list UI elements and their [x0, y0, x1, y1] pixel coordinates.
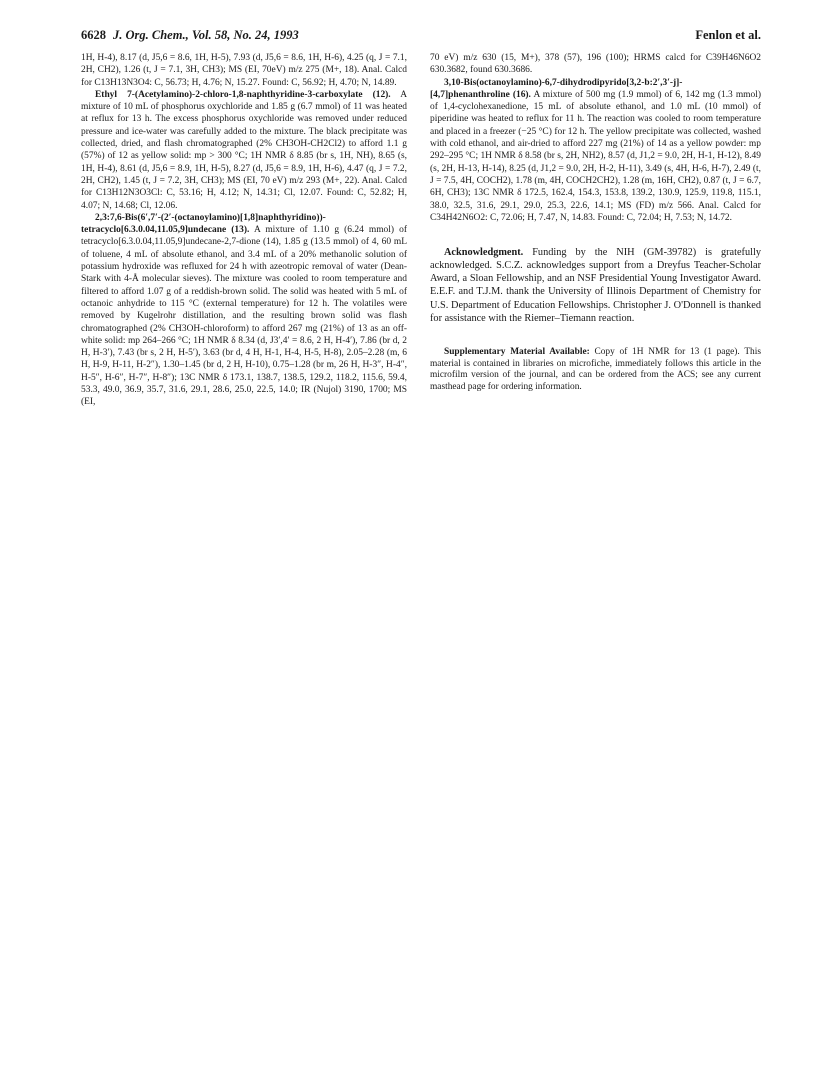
- journal-citation: J. Org. Chem., Vol. 58, No. 24, 1993: [113, 28, 299, 42]
- compound-13-paragraph: [81, 212, 407, 409]
- acknowledgment-text: Funding by the NIH (GM-39782) is gratefully acknowledged. S.C.Z. acknowledges support from a Dreyfus Teacher-Scholar Award, a Sloan Fellowship, and an NSF Presidential Young Investigator Award. E.E.F. and T.J.M. thank the University of Illinois Department of Chemistry for U.S. Department of Education Fellowships. Christopher J. O'Donnell is thanked for assistance with the Riemer–Tiemann reaction.: [430, 247, 761, 324]
- supplementary-material-paragraph: [430, 347, 761, 394]
- compound-12-paragraph: [81, 89, 407, 212]
- paragraph-text: 1H, H-4), 8.17 (d, J5,6 = 8.6, 1H, H-5), 7.93 (d, J5,6 = 8.6, 1H, H-6), 4.25 (q, J = 7.1, 2H, CH2), 1.26 (t, J = 7.1, 3H, CH3); MS (EI, 70eV) m/z 275 (M+, 18). Anal. Calcd for C13H13N3O4: C, 56.73; H, 4.76; N, 15.27. Found: C, 56.92; H, 4.70; N, 14.89.: [81, 53, 407, 88]
- compound-16-paragraph: [430, 77, 761, 225]
- supplementary-material-text: Copy of 1H NMR for 13 (1 page). This material is contained in libraries on microfiche, immediately follows this article in the microfilm version of the journal, and can be ordered from the ACS; see any current masthead page for ordering information.: [430, 346, 761, 393]
- acknowledgment-paragraph: [430, 246, 761, 325]
- section-spacer: [430, 325, 761, 347]
- compound-13-text: A mixture of 1.10 g (6.24 mmol) of tetracyclo[6.3.0.04,11.05,9]undecane-2,7-dione (14), 1.85 g (13.5 mmol) of 4, 60 mL of toluene, 4 mL of absolute ethanol, and 3.4 mL of a 20% methanolic solution of potassium hydroxide was refluxed for 24 h with azeotropic removal of water (Dean-Stark with 4-Å molecular sieves). The mixture was cooled to room temperature and filtered to afford 1.07 g of a reddish-brown solid. The solid was heated with 5 mL of octanoic anhydride to 115 °C (external temperature) for 12 h. The volatiles were removed by Kugelrohr distillation, and the resulting brown solid was flash chromatographed (2% CH3OH-chloroform) to afford 267 mg (21%) of 13 as an off-white solid: mp 264–266 °C; 1H NMR δ 8.34 (d, J3′,4′ = 8.6, 2 H, H-4′), 7.86 (br d, 2 H, H-3′), 7.43 (br s, 2 H, H-5′), 3.63 (br d, 4 H, H-1, H-4, H-5, H-8), 2.05–2.28 (m, 6 H, H-9, H-11, H-2″), 1.30–1.45 (br d, 2 H, H-10), 0.75–1.28 (br m, 26 H, H-3″, H-4″, H-5″, H-6″, H-7″, H-8″); 13C NMR δ 173.1, 138.7, 138.5, 129.2, 118.2, 115.6, 59.4, 53.3, 49.0, 36.9, 35.7, 31.6, 29.1, 28.6, 25.0, 22.5, 14.0; IR (Nujol) 3190, 1700; MS (EI,: [81, 225, 407, 408]
- acknowledgment-title: Acknowledgment.: [444, 247, 524, 259]
- running-header: [81, 28, 761, 44]
- right-column: [430, 52, 761, 394]
- compound-16-text: A mixture of 500 mg (1.9 mmol) of 6, 142 mg (1.3 mmol) of 1,4-cyclohexanedione, 15 mL of absolute ethanol, and 1.0 mL (10 mmol) of piperidine was heated to reflux for 11 h. The reaction was cooled to room temperature and placed in a freezer (−25 °C) for 12 h. The yellow precipitate was collected, washed with cold ethanol, and air-dried to afford 227 mg (21%) of 14 as a yellow powder: mp 292–295 °C; 1H NMR δ 8.58 (br s, 2H, NH2), 8.57 (d, J1,2 = 9.0, 2H, H-1, H-12), 8.49 (s, 2H, H-13, H-14), 8.25 (d, J1,2 = 9.0, 2H, H-2, H-11), 3.49 (s, 4H, H-6, H-7), 2.49 (t, J = 7.5, 4H, COCH2), 1.78 (m, 4H, COCH2CH2), 1.28 (m, 16H, CH2), 0.87 (t, J = 6.7, 6H, CH3); 13C NMR δ 172.5, 162.4, 154.3, 153.8, 139.2, 130.9, 125.9, 119.8, 115.1, 38.0, 32.5, 31.6, 29.1, 29.0, 25.3, 22.6, 14.1; MS (FD) m/z 566. Anal. Calcd for C34H42N6O2: C, 72.06; H, 7.47, N, 14.83. Found: C, 72.04; H, 7.53; N, 14.72.: [430, 89, 761, 223]
- paragraph-text: 70 eV) m/z 630 (15, M+), 378 (57), 196 (100); HRMS calcd for C39H46N6O2 630.3682, found 630.3686.: [430, 53, 761, 76]
- compound-13-paragraph-continued: [430, 52, 761, 77]
- compound-12-title: Ethyl 7-(Acetylamino)-2-chloro-1,8-naphthyridine-3-carboxylate (12).: [95, 89, 391, 100]
- running-authors: Fenlon et al.: [695, 28, 761, 42]
- compound-12-text: A mixture of 10 mL of phosphorus oxychloride and 1.85 g (6.7 mmol) of 11 was heated at reflux for 13 h. The excess phosphorus oxychloride was removed under reduced pressure and ice-water was carefully added to the mixture. The black precipitate was collected, dried, and flash chromatographed (2% CH3OH-CH2Cl2) to afford 1.1 g (57%) of 12 as yellow solid: mp > 300 °C; 1H NMR δ 8.85 (br s, 1H, NH), 8.65 (s, 1H, H-4), 8.61 (d, J5,6 = 8.9, 1H, H-5), 8.27 (d, J5,6 = 8.9, 1H, H-6), 4.47 (q, J = 7.2, 2H, CH2), 1.45 (t, J = 7.2, 3H, CH3); MS (EI, 70 eV) m/z 293 (M+, 22). Anal. Calcd for C13H12N3O3Cl: C, 53.16; H, 4.12; N, 14.31; Cl, 12.07. Found: C, 52.82; H, 4.07; N, 14.68; Cl, 12.06.: [81, 89, 408, 211]
- compound-16-title: 3,10-Bis(octanoylamino)-6,7-dihydrodipyrido[3,2-b:2′,3′-j]-[4,7]phenanthroline (16).: [430, 77, 683, 100]
- left-column: [81, 52, 407, 409]
- page-number: 6628: [81, 28, 106, 42]
- experimental-paragraph-continued: [81, 52, 407, 89]
- section-spacer: [430, 224, 761, 246]
- compound-13-title: 2,3:7,6-Bis(6′,7′-(2′-(octanoylamino)[1,8]naphthyridino))-tetracyclo[6.3.0.04,11.05,9]undecane (13).: [81, 212, 326, 236]
- supplementary-material-title: Supplementary Material Available:: [444, 346, 590, 357]
